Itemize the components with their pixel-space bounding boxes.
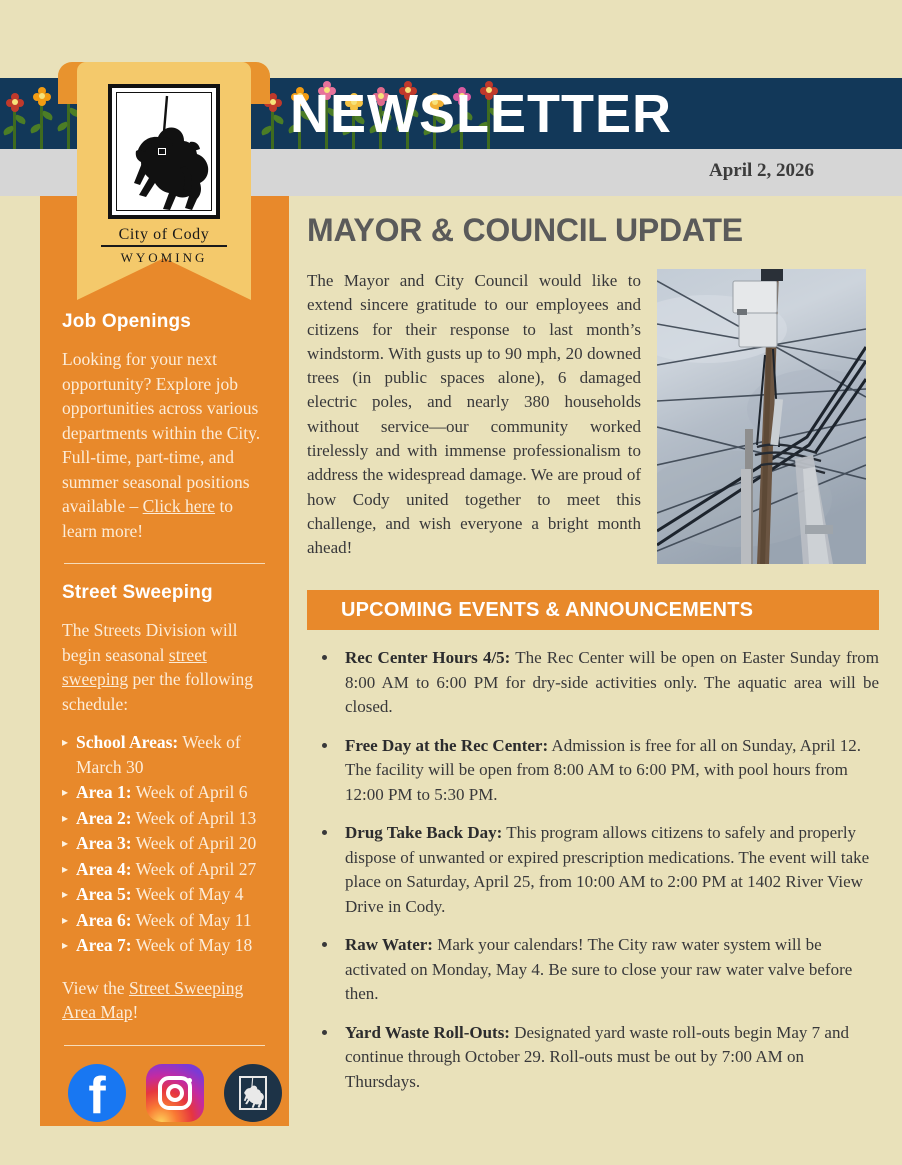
event-item [339, 734, 879, 808]
page-title: NEWSLETTER [290, 83, 672, 144]
facebook-glyph: f [88, 1066, 106, 1122]
job-openings-text-before: Looking for your next opportunity? Explore job opportunities across various departments within the City. Full-time, part-time, and summer seasonal positions available – [62, 349, 261, 516]
event-item [339, 821, 879, 919]
sidebar-divider-2 [64, 1045, 265, 1046]
sidebar [40, 196, 289, 1126]
schedule-item-week: Week of April 6 [131, 782, 248, 802]
street-sweeping-schedule-list [62, 730, 267, 958]
schedule-item [62, 882, 267, 907]
issue-date: April 2, 2026 [708, 160, 814, 181]
event-item-text: Admission is free for all on Sunday, April 12. The facility will be open from 8:00 AM to 6:00 PM, with pool hours from 12:00 PM to 5:30 PM. [345, 735, 862, 804]
schedule-item-area: Area 4: [76, 858, 132, 879]
seal-caption-line2: WYOMING [120, 250, 208, 265]
mayor-council-paragraph: The Mayor and City Council would like to extend sincere gratitude to our employees and citizens for their response to last month’s windstorm. With gusts up to 90 mph, 20 downed trees (in public spaces alone), 6 damaged electric poles, and nearly 380 households without service—our community worked tirelessly and with immense professionalism to address the widespread damage. We are proud of how Cody united together to meet this challenge, and wish everyone a bright month ahead! [307, 271, 641, 558]
sidebar-heading-job-openings: Job Openings [62, 311, 192, 332]
street-sweeping-body [62, 618, 267, 716]
schedule-item-area: Area 5: [76, 884, 132, 904]
event-item-text: This program allows citizens to safely and properly dispose of unwanted or expired prescription medications. The event will take place on Saturday, April 25, from 10:00 AM to 2:00 PM at 1402 River View Drive in Cody. [345, 823, 870, 916]
street-sweeping-area-map-link[interactable]: Street Sweeping Area Map [62, 977, 244, 1022]
mayor-council-update-title: MAYOR & COUNCIL UPDATE [307, 212, 743, 248]
event-item [339, 646, 879, 720]
area-map-body [62, 976, 267, 1025]
event-item-title: Rec Center Hours 4/5: [345, 648, 511, 667]
street-sweeping-text-after: per the following schedule: [62, 669, 254, 714]
event-item-title: Free Day at the Rec Center: [345, 735, 549, 755]
schedule-item-week: Week of April 13 [131, 807, 257, 828]
job-openings-text-after: to learn more! [62, 496, 234, 541]
schedule-item [62, 933, 267, 958]
schedule-item-week: Week of May 4 [131, 884, 244, 904]
main-content [307, 212, 879, 1108]
event-item [339, 1021, 879, 1095]
schedule-item-area: School Areas: [76, 732, 179, 752]
utility-pole-photo [657, 269, 866, 564]
city-of-cody-logo-icon[interactable] [224, 1064, 282, 1122]
upcoming-events-list [307, 646, 879, 1094]
schedule-item-area: Area 1: [76, 782, 132, 802]
schedule-item-area: Area 7: [76, 935, 132, 955]
sidebar-heading-street-sweeping: Street Sweeping [62, 582, 213, 603]
schedule-item [62, 857, 267, 882]
instagram-lens [166, 1084, 184, 1102]
schedule-item-area: Area 6: [76, 909, 132, 930]
event-item-text: Mark your calendars! The City raw water system will be activated on Monday, May 4. Be sure to close your raw water valve before then. [345, 935, 853, 1003]
job-openings-body [62, 347, 267, 543]
schedule-item-week: Week of April 27 [131, 858, 257, 879]
schedule-item-area: Area 3: [76, 833, 132, 853]
sidebar-divider-1 [64, 563, 265, 564]
schedule-item [62, 730, 267, 779]
seal-caption [58, 226, 270, 266]
schedule-item [62, 831, 267, 856]
street-sweeping-link[interactable]: street sweeping [62, 644, 207, 689]
area-map-text-before: View the [62, 977, 129, 998]
city-of-cody-seal-icon [108, 84, 220, 219]
instagram-dot [187, 1078, 192, 1083]
event-item-title: Raw Water: [345, 935, 433, 954]
schedule-item [62, 908, 267, 933]
upcoming-events-banner: UPCOMING EVENTS & ANNOUNCEMENTS [307, 590, 879, 630]
job-openings-click-here-link[interactable]: Click here [142, 496, 216, 516]
event-item [339, 933, 879, 1007]
seal-caption-line1: City of Cody [118, 226, 210, 243]
social-links [62, 1064, 267, 1122]
schedule-item-area: Area 2: [76, 807, 132, 828]
event-item-text: Designated yard waste roll-outs begin May 7 and continue through October 29. Roll-outs must be out by 7:00 AM on Thursdays. [345, 1022, 849, 1091]
schedule-item [62, 780, 267, 805]
area-map-text-after: ! [132, 1002, 139, 1022]
event-item-text: The Rec Center will be open on Easter Sunday from 8:00 AM to 6:00 PM for dry-side activities only. The aquatic area will be closed. [345, 648, 879, 716]
intro-section [307, 269, 879, 564]
schedule-item [62, 806, 267, 831]
street-sweeping-text-before: The Streets Division will begin seasonal [62, 620, 238, 665]
instagram-icon[interactable] [146, 1064, 204, 1122]
schedule-item-week: Week of May 18 [131, 935, 253, 955]
schedule-item-week: Week of March 30 [76, 732, 241, 777]
schedule-item-week: Week of April 20 [131, 833, 257, 853]
event-item-title: Yard Waste Roll-Outs: [345, 1022, 510, 1042]
facebook-icon[interactable] [68, 1064, 126, 1122]
event-item-title: Drug Take Back Day: [345, 823, 503, 842]
schedule-item-week: Week of May 11 [131, 909, 252, 930]
